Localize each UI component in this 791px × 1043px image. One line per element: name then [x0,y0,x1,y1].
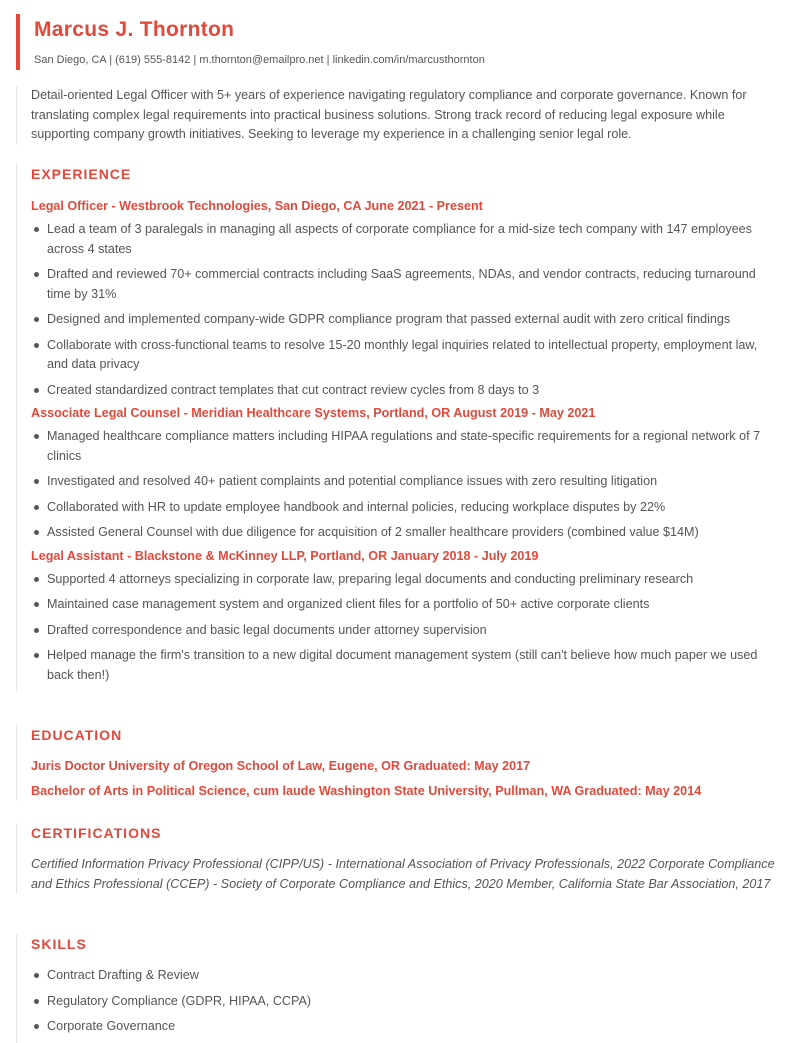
job-entry [31,404,781,543]
job-entry [31,197,781,400]
experience-section [16,164,781,691]
job-bullet: Maintained case management system and organized client files for a portfolio of 50+ active corporate clients [31,595,781,615]
job-heading: Associate Legal Counsel - Meridian Healthcare Systems, Portland, OR August 2019 - May 2021 [31,406,596,420]
job-bullet: Drafted correspondence and basic legal documents under attorney supervision [31,621,781,641]
professional-summary: Detail-oriented Legal Officer with 5+ years of experience navigating regulatory compliance and corporate governance. Known for translating complex legal requirements into practical business solutions. Strong track record of reducing legal exposure while supporting company growth initiatives. Seeking to leverage my experience in a challenging senior legal role. [16,86,776,145]
skill-item: Regulatory Compliance (GDPR, HIPAA, CCPA) [31,992,781,1012]
candidate-name: Marcus J. Thornton [34,18,235,41]
job-bullet: Designed and implemented company-wide GDPR compliance program that passed external audit with zero critical findings [31,310,781,330]
certifications-section [16,823,781,894]
job-bullet: Collaborate with cross-functional teams to resolve 15-20 monthly legal inquiries related to intellectual property, employment law, and data privacy [31,336,781,375]
job-bullets [31,427,781,543]
job-entry [31,547,781,686]
job-bullet: Supported 4 attorneys specializing in corporate law, preparing legal documents and conducting preliminary research [31,570,781,590]
contact-line: San Diego, CA | (619) 555-8142 | m.thornton@emailpro.net | linkedin.com/in/marcusthornton [34,54,485,66]
job-bullet: Drafted and reviewed 70+ commercial contracts including SaaS agreements, NDAs, and vendor contracts, reducing turnaround time by 31% [31,265,781,304]
job-bullet: Created standardized contract templates that cut contract review cycles from 8 days to 3 [31,381,781,401]
section-title-experience: EXPERIENCE [31,166,132,182]
education-entry: Bachelor of Arts in Political Science, cum laude Washington State University, Pullman, WA Graduated: May 2014 [31,784,702,798]
job-heading: Legal Officer - Westbrook Technologies, San Diego, CA June 2021 - Present [31,199,483,213]
job-bullets [31,220,781,400]
job-heading: Legal Assistant - Blackstone & McKinney LLP, Portland, OR January 2018 - July 2019 [31,548,539,563]
certifications-text: Certified Information Privacy Professional (CIPP/US) - International Association of Privacy Professionals, 2022 Corporate Compliance and Ethics Professional (CCEP) - Society of Corporate Compliance and Ethics, 2020 Member, California State Bar Association, 2017 [31,857,775,891]
skills-section [16,934,781,1043]
skill-item: Corporate Governance [31,1017,781,1037]
job-bullet: Investigated and resolved 40+ patient complaints and potential compliance issues with zero resulting litigation [31,472,781,492]
job-bullet: Collaborated with HR to update employee handbook and internal policies, reducing workplace disputes by 22% [31,498,781,518]
skill-item: Contract Drafting & Review [31,966,781,986]
job-bullet: Managed healthcare compliance matters including HIPAA regulations and state-specific requirements for a regional network of 7 clinics [31,427,781,466]
education-entry: Juris Doctor University of Oregon School of Law, Eugene, OR Graduated: May 2017 [31,759,531,773]
job-bullet: Assisted General Counsel with due diligence for acquisition of 2 smaller healthcare providers (combined value $14M) [31,523,781,543]
section-title-skills: SKILLS [31,936,87,952]
education-section [16,725,781,801]
section-title-education: EDUCATION [31,727,123,743]
job-bullet: Lead a team of 3 paralegals in managing all aspects of corporate compliance for a mid-size tech company with 147 employees across 4 states [31,220,781,259]
job-bullets [31,570,781,686]
skills-list [31,966,781,1037]
resume-header [16,14,780,70]
job-bullet: Helped manage the firm's transition to a new digital document management system (still can't believe how much paper we used back then!) [31,646,781,685]
section-title-certifications: CERTIFICATIONS [31,825,162,841]
